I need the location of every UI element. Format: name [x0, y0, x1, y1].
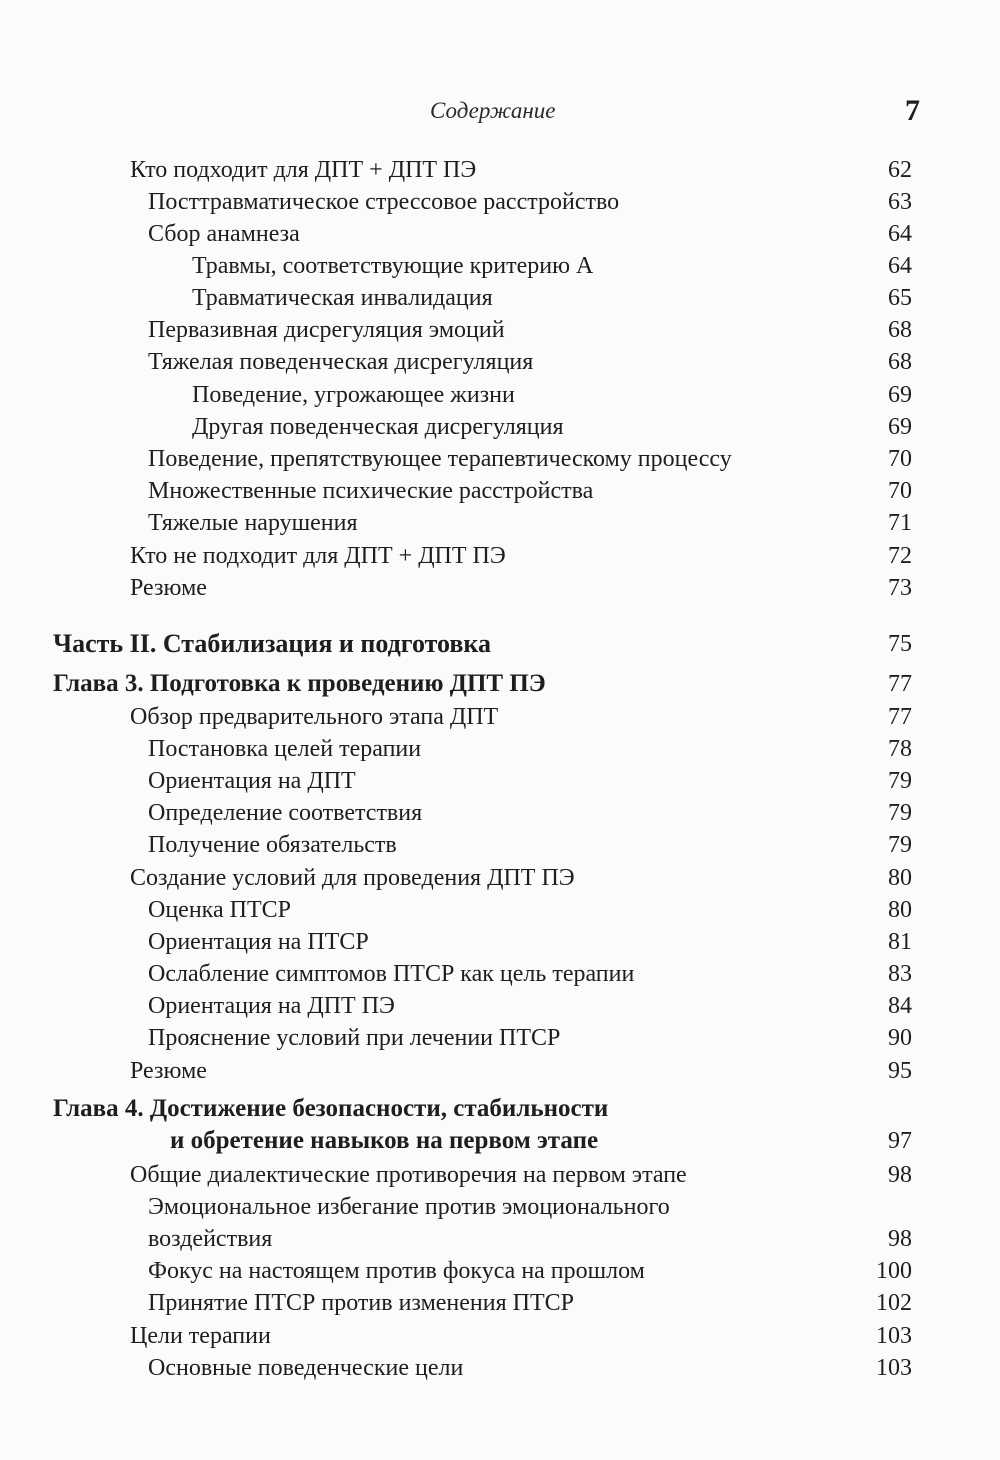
toc-entry-page: 77 [888, 671, 912, 697]
toc-entry [0, 218, 1000, 250]
toc-part-heading [0, 628, 1000, 660]
toc-entry [0, 862, 1000, 894]
toc-entry-page: 97 [888, 1128, 912, 1154]
toc-entry-page: 68 [888, 317, 912, 343]
toc-entry-title: Оценка ПТСР [148, 897, 291, 923]
toc-entry-page: 70 [888, 478, 912, 504]
toc-entry [0, 346, 1000, 378]
toc-entry-page: 102 [876, 1290, 912, 1316]
toc-entry-title: Поведение, препятствующее терапевтическому процессу [148, 446, 732, 472]
toc-entry-page: 62 [888, 157, 912, 183]
toc-entry-title: Посттравматическое стрессовое расстройство [148, 189, 620, 215]
toc-entry-page: 70 [888, 446, 912, 472]
toc-entry [0, 282, 1000, 314]
toc-entry [0, 1191, 1000, 1223]
toc-entry-title: Глава 4. Достижение безопасности, стабильности [53, 1095, 609, 1122]
toc-entry [0, 701, 1000, 733]
toc-entry [0, 540, 1000, 572]
toc-entry-title: Поведение, угрожающее жизни [192, 382, 515, 408]
toc-entry-title: Тяжелые нарушения [148, 510, 358, 536]
toc-entry [0, 797, 1000, 829]
page-number: 7 [905, 94, 920, 127]
toc-entry-page: 80 [888, 865, 912, 891]
toc-entry-page: 71 [888, 510, 912, 536]
toc-entry [0, 829, 1000, 861]
toc-entry-page: 95 [888, 1058, 912, 1084]
toc-entry-title: Ориентация на ДПТ ПЭ [148, 993, 395, 1019]
toc-entry-title: Создание условий для проведения ДПТ ПЭ [130, 865, 575, 891]
running-header [0, 96, 1000, 136]
toc-entry-page: 83 [888, 961, 912, 987]
toc-entry-page: 73 [888, 575, 912, 601]
toc-entry-title: воздействия [148, 1226, 273, 1252]
toc-entry-page: 79 [888, 832, 912, 858]
toc-entry-page: 90 [888, 1025, 912, 1051]
toc-entry-title: Часть II. Стабилизация и подготовка [53, 629, 492, 658]
toc-entry-page: 68 [888, 349, 912, 375]
toc-entry-title: и обретение навыков на первом этапе [170, 1127, 599, 1154]
toc-entry-title: Эмоциональное избегание против эмоционального [148, 1194, 670, 1220]
toc-entry-title: Травматическая инвалидация [192, 285, 493, 311]
toc-entry-page: 64 [888, 221, 912, 247]
toc-entry [0, 1223, 1000, 1255]
toc-entry-page: 75 [888, 631, 912, 657]
toc-entry-title: Резюме [130, 1058, 207, 1084]
toc-entry [0, 1055, 1000, 1087]
toc-entry-title: Определение соответствия [148, 800, 423, 826]
toc-entry-page: 69 [888, 414, 912, 440]
toc-entry-page: 79 [888, 800, 912, 826]
toc-entry [0, 733, 1000, 765]
toc-entry-title: Резюме [130, 575, 207, 601]
toc-entry-title: Прояснение условий при лечении ПТСР [148, 1025, 561, 1051]
toc-entry-title: Получение обязательств [148, 832, 397, 858]
toc-entry-page: 81 [888, 929, 912, 955]
toc-entry-title: Основные поведенческие цели [148, 1355, 464, 1381]
toc-entry-title: Постановка целей терапии [148, 736, 422, 762]
toc-entry-title: Травмы, соответствующие критерию А [192, 253, 594, 279]
toc-entry [0, 507, 1000, 539]
toc-entry [0, 314, 1000, 346]
toc-entry [0, 958, 1000, 990]
toc-entry [0, 1352, 1000, 1384]
toc-entry [0, 186, 1000, 218]
toc-chapter-heading-continuation [0, 1125, 1000, 1157]
toc-entry-title: Обзор предварительного этапа ДПТ [130, 704, 499, 730]
toc-entry [0, 443, 1000, 475]
toc-entry [0, 572, 1000, 604]
toc-entry [0, 1320, 1000, 1352]
toc-entry-page: 100 [876, 1258, 912, 1284]
toc-entry-page: 63 [888, 189, 912, 215]
toc-entry [0, 250, 1000, 282]
toc-entry-title: Множественные психические расстройства [148, 478, 594, 504]
toc-entry-title: Тяжелая поведенческая дисрегуляция [148, 349, 534, 375]
toc-entry-title: Общие диалектические противоречия на первом этапе [130, 1162, 687, 1188]
toc-entry [0, 990, 1000, 1022]
toc-entry [0, 379, 1000, 411]
toc-entry-title: Принятие ПТСР против изменения ПТСР [148, 1290, 574, 1316]
toc-entry-title: Кто не подходит для ДПТ + ДПТ ПЭ [130, 543, 506, 569]
toc-chapter-heading [0, 1093, 1000, 1125]
toc-entry [0, 475, 1000, 507]
toc-entry [0, 1022, 1000, 1054]
toc-entry [0, 765, 1000, 797]
toc-entry [0, 154, 1000, 186]
toc-entry-title: Ориентация на ДПТ [148, 768, 356, 794]
toc-entry-page: 103 [876, 1323, 912, 1349]
toc-entry-title: Другая поведенческая дисрегуляция [192, 414, 564, 440]
toc-entry-title: Глава 3. Подготовка к проведению ДПТ ПЭ [53, 670, 546, 697]
toc-entry-page: 78 [888, 736, 912, 762]
toc-entry-title: Ослабление симптомов ПТСР как цель терапии [148, 961, 635, 987]
toc-entry [0, 894, 1000, 926]
toc-entry-page: 69 [888, 382, 912, 408]
toc-entry-page: 98 [888, 1162, 912, 1188]
toc-entry-page: 72 [888, 543, 912, 569]
toc-entry-title: Цели терапии [130, 1323, 271, 1349]
toc-entry-page: 84 [888, 993, 912, 1019]
toc-entry-title: Кто подходит для ДПТ + ДПТ ПЭ [130, 157, 477, 183]
toc-entry [0, 926, 1000, 958]
header-title: Содержание [430, 98, 556, 123]
toc-entry-page: 77 [888, 704, 912, 730]
toc-entry [0, 1287, 1000, 1319]
toc-entry-title: Первазивная дисрегуляция эмоций [148, 317, 505, 343]
toc-entry-page: 103 [876, 1355, 912, 1381]
toc-entry-title: Сбор анамнеза [148, 221, 300, 247]
toc-entry-page: 80 [888, 897, 912, 923]
toc-entry-page: 79 [888, 768, 912, 794]
toc-entry [0, 1159, 1000, 1191]
toc-entry [0, 1255, 1000, 1287]
toc-entry-title: Ориентация на ПТСР [148, 929, 369, 955]
toc-entry-title: Фокус на настоящем против фокуса на прошлом [148, 1258, 645, 1284]
toc-entry-page: 64 [888, 253, 912, 279]
toc-entry-page: 65 [888, 285, 912, 311]
toc-entry-page: 98 [888, 1226, 912, 1252]
toc-chapter-heading [0, 668, 1000, 700]
toc-entry [0, 411, 1000, 443]
